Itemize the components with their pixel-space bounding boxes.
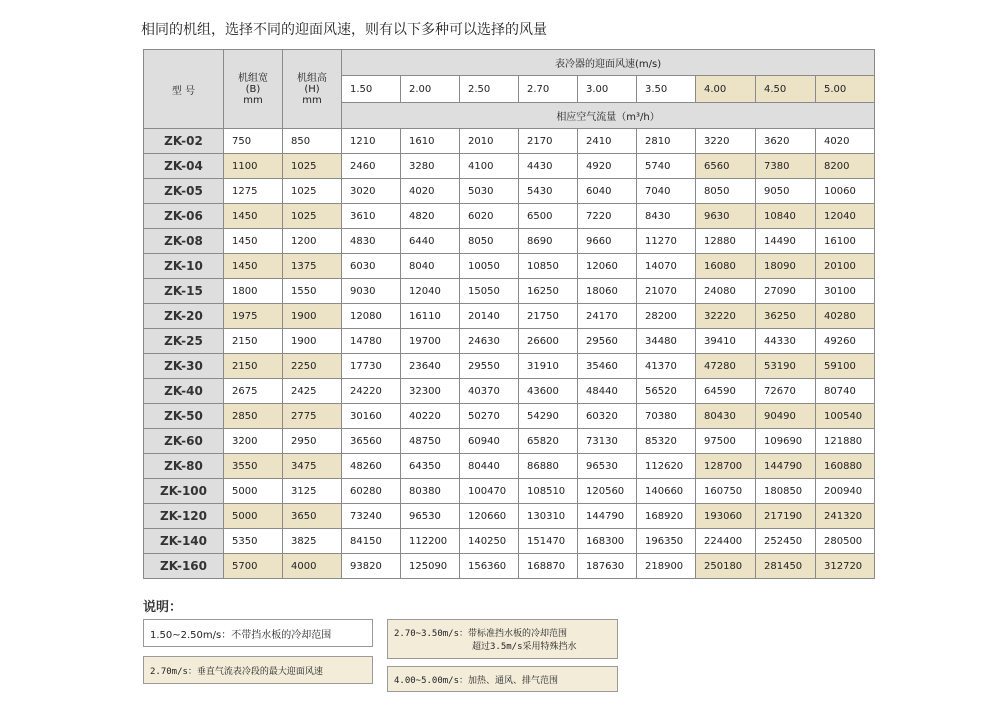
airflow-cell: 26600 (519, 329, 578, 354)
table-row (144, 329, 875, 354)
model-cell: ZK-06 (144, 204, 224, 229)
width-cell: 1800 (224, 279, 283, 304)
airflow-cell: 217190 (756, 504, 816, 529)
airflow-cell: 151470 (519, 529, 578, 554)
width-cell: 2150 (224, 329, 283, 354)
airflow-cell: 34480 (637, 329, 696, 354)
airflow-cell: 5740 (637, 154, 696, 179)
header-height: 机组高 (H) mm (283, 50, 342, 129)
width-cell: 750 (224, 129, 283, 154)
height-cell: 2950 (283, 429, 342, 454)
header-speed-title: 表冷器的迎面风速(m/s) (342, 50, 875, 76)
airflow-cell: 40370 (460, 379, 519, 404)
airflow-cell: 112200 (401, 529, 460, 554)
airflow-cell: 3280 (401, 154, 460, 179)
airflow-cell: 80380 (401, 479, 460, 504)
airflow-cell: 19700 (401, 329, 460, 354)
model-cell: ZK-20 (144, 304, 224, 329)
note-heating-range-text: 4.00~5.00m/s：加热、通风、排气范围 (394, 675, 559, 686)
airflow-cell: 96530 (578, 454, 637, 479)
header-airflow-title: 相应空气流量（m³/h） (342, 103, 875, 129)
model-cell: ZK-140 (144, 529, 224, 554)
airflow-cell: 109690 (756, 429, 816, 454)
airflow-cell: 56520 (637, 379, 696, 404)
airflow-cell: 18060 (578, 279, 637, 304)
airflow-cell: 50270 (460, 404, 519, 429)
table-row (144, 504, 875, 529)
airflow-cell: 193060 (696, 504, 756, 529)
airflow-cell: 48750 (401, 429, 460, 454)
airflow-cell: 60280 (342, 479, 401, 504)
airflow-cell: 7040 (637, 179, 696, 204)
model-cell: ZK-25 (144, 329, 224, 354)
airflow-cell: 41370 (637, 354, 696, 379)
height-cell: 3650 (283, 504, 342, 529)
airflow-cell: 160880 (816, 454, 875, 479)
table-row (144, 404, 875, 429)
airflow-cell: 15050 (460, 279, 519, 304)
airflow-cell: 4430 (519, 154, 578, 179)
model-cell: ZK-40 (144, 379, 224, 404)
airflow-cell: 4920 (578, 154, 637, 179)
airflow-cell: 16110 (401, 304, 460, 329)
airflow-cell: 160750 (696, 479, 756, 504)
airflow-cell: 11270 (637, 229, 696, 254)
airflow-cell: 7380 (756, 154, 816, 179)
airflow-cell: 30160 (342, 404, 401, 429)
airflow-cell: 80430 (696, 404, 756, 429)
width-cell: 1975 (224, 304, 283, 329)
airflow-cell: 65820 (519, 429, 578, 454)
airflow-cell: 23640 (401, 354, 460, 379)
height-cell: 1550 (283, 279, 342, 304)
airflow-cell: 16100 (816, 229, 875, 254)
airflow-cell: 18090 (756, 254, 816, 279)
header-speed-0: 1.50 (342, 76, 401, 103)
airflow-cell: 27090 (756, 279, 816, 304)
airflow-cell: 12060 (578, 254, 637, 279)
note-standard-eliminator-line2: 超过3.5m/s采用特殊挡水 (472, 642, 577, 652)
airflow-cell: 250180 (696, 554, 756, 579)
height-cell: 2425 (283, 379, 342, 404)
airflow-cell: 5030 (460, 179, 519, 204)
airflow-cell: 60940 (460, 429, 519, 454)
airflow-cell: 10850 (519, 254, 578, 279)
header-speed-7: 4.50 (756, 76, 816, 103)
width-cell: 1450 (224, 254, 283, 279)
airflow-cell: 64590 (696, 379, 756, 404)
airflow-cell: 16080 (696, 254, 756, 279)
airflow-cell: 59100 (816, 354, 875, 379)
model-cell: ZK-10 (144, 254, 224, 279)
height-cell: 1025 (283, 179, 342, 204)
airflow-cell: 24630 (460, 329, 519, 354)
table-row (144, 379, 875, 404)
airflow-cell: 8050 (696, 179, 756, 204)
airflow-cell: 12880 (696, 229, 756, 254)
airflow-cell: 6560 (696, 154, 756, 179)
airflow-cell: 36560 (342, 429, 401, 454)
header-speed-3: 2.70 (519, 76, 578, 103)
height-cell: 1900 (283, 329, 342, 354)
header-width: 机组宽 (B) mm (224, 50, 283, 129)
height-cell: 4000 (283, 554, 342, 579)
airflow-cell: 196350 (637, 529, 696, 554)
width-cell: 2675 (224, 379, 283, 404)
airflow-cell: 93820 (342, 554, 401, 579)
airflow-cell: 168300 (578, 529, 637, 554)
note-heating-range (387, 666, 618, 692)
height-cell: 850 (283, 129, 342, 154)
table-row (144, 129, 875, 154)
airflow-cell: 20100 (816, 254, 875, 279)
airflow-cell: 2170 (519, 129, 578, 154)
airflow-cell: 24080 (696, 279, 756, 304)
airflow-cell: 187630 (578, 554, 637, 579)
airflow-cell: 54290 (519, 404, 578, 429)
airflow-cell: 6040 (578, 179, 637, 204)
airflow-cell: 8040 (401, 254, 460, 279)
airflow-cell: 20140 (460, 304, 519, 329)
airflow-cell: 80440 (460, 454, 519, 479)
airflow-cell: 43600 (519, 379, 578, 404)
airflow-cell: 3610 (342, 204, 401, 229)
airflow-cell: 32220 (696, 304, 756, 329)
airflow-cell: 36250 (756, 304, 816, 329)
airflow-cell: 5430 (519, 179, 578, 204)
width-cell: 1450 (224, 204, 283, 229)
airflow-cell: 9630 (696, 204, 756, 229)
airflow-cell: 156360 (460, 554, 519, 579)
height-cell: 3475 (283, 454, 342, 479)
airflow-cell: 70380 (637, 404, 696, 429)
table-row (144, 479, 875, 504)
airflow-cell: 47280 (696, 354, 756, 379)
airflow-cell: 3020 (342, 179, 401, 204)
airflow-cell: 200940 (816, 479, 875, 504)
table-row (144, 154, 875, 179)
model-cell: ZK-08 (144, 229, 224, 254)
width-cell: 2850 (224, 404, 283, 429)
airflow-cell: 28200 (637, 304, 696, 329)
airflow-cell: 2010 (460, 129, 519, 154)
header-speed-2: 2.50 (460, 76, 519, 103)
table-row (144, 554, 875, 579)
airflow-cell: 7220 (578, 204, 637, 229)
width-cell: 5350 (224, 529, 283, 554)
width-cell: 3550 (224, 454, 283, 479)
header-speed-5: 3.50 (637, 76, 696, 103)
width-cell: 5000 (224, 504, 283, 529)
airflow-cell: 241320 (816, 504, 875, 529)
height-cell: 1375 (283, 254, 342, 279)
airflow-cell: 14490 (756, 229, 816, 254)
note-no-eliminator-text: 1.50~2.50m/s：不带挡水板的冷却范围 (150, 629, 332, 641)
airflow-cell: 29560 (578, 329, 637, 354)
airflow-cell: 2460 (342, 154, 401, 179)
airflow-cell: 6440 (401, 229, 460, 254)
airflow-cell: 9030 (342, 279, 401, 304)
airflow-cell: 12080 (342, 304, 401, 329)
airflow-cell: 10840 (756, 204, 816, 229)
model-cell: ZK-50 (144, 404, 224, 429)
model-cell: ZK-02 (144, 129, 224, 154)
airflow-cell: 6020 (460, 204, 519, 229)
table-row (144, 354, 875, 379)
header-speed-6: 4.00 (696, 76, 756, 103)
note-vertical-max-speed-text: 2.70m/s：垂直气流表冷段的最大迎面风速 (150, 666, 323, 677)
airflow-cell: 168920 (637, 504, 696, 529)
airflow-cell: 40220 (401, 404, 460, 429)
airflow-cell: 144790 (756, 454, 816, 479)
airflow-cell: 6500 (519, 204, 578, 229)
airflow-cell: 17730 (342, 354, 401, 379)
airflow-cell: 40280 (816, 304, 875, 329)
intro-text: 相同的机组，选择不同的迎面风速，则有以下多种可以选择的风量 (141, 22, 547, 38)
airflow-cell: 8690 (519, 229, 578, 254)
airflow-cell: 125090 (401, 554, 460, 579)
airflow-cell: 3620 (756, 129, 816, 154)
height-cell: 3825 (283, 529, 342, 554)
airflow-cell: 8050 (460, 229, 519, 254)
airflow-cell: 180850 (756, 479, 816, 504)
model-cell: ZK-120 (144, 504, 224, 529)
airflow-cell: 35460 (578, 354, 637, 379)
height-cell: 1025 (283, 204, 342, 229)
airflow-cell: 31910 (519, 354, 578, 379)
note-no-eliminator (143, 619, 373, 647)
airflow-cell: 48260 (342, 454, 401, 479)
airflow-cell: 14780 (342, 329, 401, 354)
airflow-cell: 6030 (342, 254, 401, 279)
airflow-cell: 64350 (401, 454, 460, 479)
airflow-cell: 8200 (816, 154, 875, 179)
width-cell: 1275 (224, 179, 283, 204)
airflow-cell: 108510 (519, 479, 578, 504)
airflow-cell: 73240 (342, 504, 401, 529)
note-standard-eliminator (387, 619, 618, 659)
airflow-cell: 10050 (460, 254, 519, 279)
note-standard-eliminator-line1: 2.70~3.50m/s：带标准挡水板的冷却范围 (394, 629, 568, 639)
table-row (144, 279, 875, 304)
airflow-cell: 12040 (816, 204, 875, 229)
airflow-cell: 3220 (696, 129, 756, 154)
header-speed-1: 2.00 (401, 76, 460, 103)
airflow-cell: 4100 (460, 154, 519, 179)
width-cell: 3200 (224, 429, 283, 454)
airflow-cell: 14070 (637, 254, 696, 279)
notes-title: 说明： (143, 600, 183, 615)
airflow-cell: 8430 (637, 204, 696, 229)
model-cell: ZK-160 (144, 554, 224, 579)
height-cell: 1025 (283, 154, 342, 179)
header-speed-8: 5.00 (816, 76, 875, 103)
airflow-cell: 21750 (519, 304, 578, 329)
airflow-cell: 312720 (816, 554, 875, 579)
model-cell: ZK-05 (144, 179, 224, 204)
airflow-cell: 24220 (342, 379, 401, 404)
airflow-cell: 21070 (637, 279, 696, 304)
airflow-cell: 12040 (401, 279, 460, 304)
airflow-cell: 97500 (696, 429, 756, 454)
airflow-cell: 218900 (637, 554, 696, 579)
airflow-cell: 73130 (578, 429, 637, 454)
airflow-cell: 1210 (342, 129, 401, 154)
airflow-cell: 29550 (460, 354, 519, 379)
airflow-cell: 84150 (342, 529, 401, 554)
airflow-cell: 1610 (401, 129, 460, 154)
airflow-cell: 60320 (578, 404, 637, 429)
airflow-cell: 80740 (816, 379, 875, 404)
width-cell: 5700 (224, 554, 283, 579)
airflow-cell: 252450 (756, 529, 816, 554)
airflow-cell: 90490 (756, 404, 816, 429)
airflow-cell: 30100 (816, 279, 875, 304)
airflow-cell: 86880 (519, 454, 578, 479)
airflow-cell: 24170 (578, 304, 637, 329)
airflow-cell: 120660 (460, 504, 519, 529)
width-cell: 5000 (224, 479, 283, 504)
width-cell: 1100 (224, 154, 283, 179)
airflow-cell: 140250 (460, 529, 519, 554)
height-cell: 1900 (283, 304, 342, 329)
airflow-cell: 4020 (401, 179, 460, 204)
airflow-cell: 96530 (401, 504, 460, 529)
airflow-cell: 72670 (756, 379, 816, 404)
airflow-cell: 4830 (342, 229, 401, 254)
airflow-cell: 144790 (578, 504, 637, 529)
table-row (144, 229, 875, 254)
airflow-cell: 9050 (756, 179, 816, 204)
width-cell: 1450 (224, 229, 283, 254)
airflow-cell: 130310 (519, 504, 578, 529)
airflow-cell: 2410 (578, 129, 637, 154)
airflow-cell: 32300 (401, 379, 460, 404)
header-model: 型 号 (144, 50, 224, 129)
airflow-cell: 224400 (696, 529, 756, 554)
airflow-cell: 280500 (816, 529, 875, 554)
table-row (144, 429, 875, 454)
airflow-cell: 168870 (519, 554, 578, 579)
airflow-cell: 39410 (696, 329, 756, 354)
airflow-cell: 85320 (637, 429, 696, 454)
airflow-cell: 49260 (816, 329, 875, 354)
height-cell: 1200 (283, 229, 342, 254)
airflow-cell: 16250 (519, 279, 578, 304)
note-vertical-max-speed (143, 656, 373, 684)
airflow-cell: 4020 (816, 129, 875, 154)
airflow-cell: 10060 (816, 179, 875, 204)
width-cell: 2150 (224, 354, 283, 379)
airflow-cell: 53190 (756, 354, 816, 379)
airflow-cell: 100540 (816, 404, 875, 429)
airflow-cell: 281450 (756, 554, 816, 579)
model-cell: ZK-15 (144, 279, 224, 304)
airflow-cell: 100470 (460, 479, 519, 504)
model-cell: ZK-100 (144, 479, 224, 504)
table-row (144, 304, 875, 329)
height-cell: 3125 (283, 479, 342, 504)
table-row (144, 529, 875, 554)
model-cell: ZK-60 (144, 429, 224, 454)
table-row (144, 179, 875, 204)
model-cell: ZK-30 (144, 354, 224, 379)
table-row (144, 454, 875, 479)
table-row (144, 254, 875, 279)
airflow-cell: 140660 (637, 479, 696, 504)
height-cell: 2775 (283, 404, 342, 429)
height-cell: 2250 (283, 354, 342, 379)
airflow-cell: 120560 (578, 479, 637, 504)
airflow-cell: 48440 (578, 379, 637, 404)
airflow-cell: 112620 (637, 454, 696, 479)
airflow-cell: 128700 (696, 454, 756, 479)
header-speed-4: 3.00 (578, 76, 637, 103)
model-cell: ZK-04 (144, 154, 224, 179)
table-row (144, 204, 875, 229)
airflow-spec-table (143, 49, 875, 579)
airflow-cell: 121880 (816, 429, 875, 454)
model-cell: ZK-80 (144, 454, 224, 479)
airflow-cell: 4820 (401, 204, 460, 229)
airflow-cell: 9660 (578, 229, 637, 254)
airflow-cell: 2810 (637, 129, 696, 154)
airflow-cell: 44330 (756, 329, 816, 354)
